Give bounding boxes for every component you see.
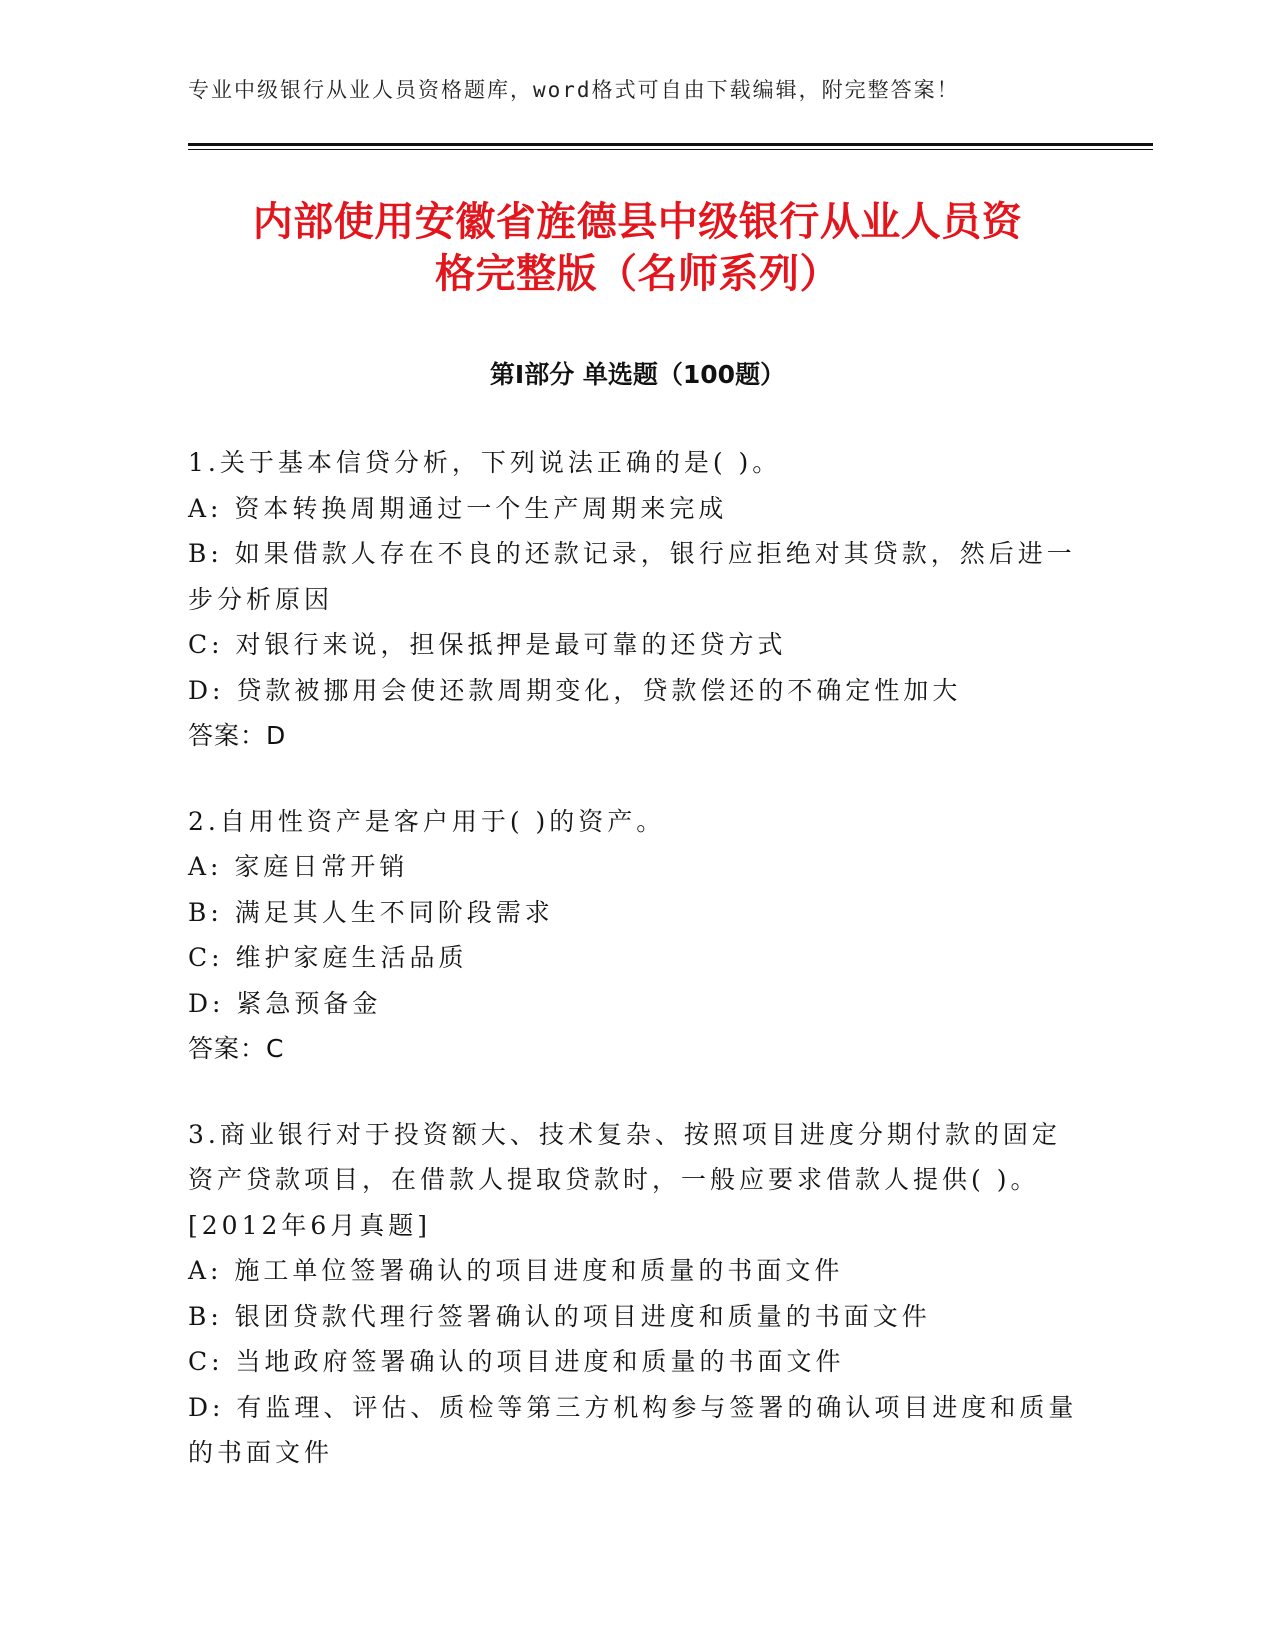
option-b: B: 满足其人生不同阶段需求 [188, 897, 554, 927]
question-stem: 1.关于基本信贷分析，下列说法正确的是( )。 [188, 448, 782, 477]
option-d: D: 贷款被挪用会使还款周期变化，贷款偿还的不确定性加大 [188, 675, 962, 705]
header-note: 专业中级银行从业人员资格题库，word格式可自由下载编辑，附完整答案！ [188, 78, 960, 102]
option-b-continued: 步分析原因 [188, 584, 334, 614]
option-c: C: 当地政府签署确认的项目进度和质量的书面文件 [188, 1347, 845, 1376]
option-c: C: 对银行来说，担保抵押是最可靠的还贷方式 [188, 630, 787, 659]
question-stem-line-2: 资产贷款项目，在借款人提取贷款时，一般应要求借款人提供( )。 [188, 1165, 1040, 1194]
question-source: [2012年6月真题] [188, 1210, 432, 1240]
header-rule-thin [188, 149, 1153, 150]
option-d: D: 有监理、评估、质检等第三方机构参与签署的确认项目进度和质量 [188, 1392, 1078, 1422]
document-title [170, 196, 1105, 300]
section-title: 第Ⅰ部分 单选题（100题） [489, 360, 786, 389]
option-a: A: 施工单位签署确认的项目进度和质量的书面文件 [188, 1256, 844, 1285]
header-rule-thick [188, 143, 1153, 146]
option-a: A: 资本转换周期通过一个生产周期来完成 [188, 493, 728, 523]
document-title-line-2: 格完整版（名师系列） [435, 251, 840, 297]
option-d: D: 紧急预备金 [188, 988, 382, 1018]
option-b: B: 银团贷款代理行签署确认的项目进度和质量的书面文件 [188, 1301, 931, 1331]
document-title-line-1: 内部使用安徽省旌德县中级银行从业人员资 [252, 199, 1023, 245]
question-3 [188, 1112, 1078, 1476]
answer: 答案：C [188, 1034, 285, 1063]
option-c: C: 维护家庭生活品质 [188, 943, 468, 972]
question-2 [188, 799, 1078, 1072]
option-b: B: 如果借款人存在不良的还款记录，银行应拒绝对其贷款，然后进一 [188, 539, 1076, 568]
option-d-continued: 的书面文件 [188, 1438, 334, 1467]
question-1 [188, 440, 1078, 759]
option-a: A: 家庭日常开销 [188, 852, 409, 881]
question-stem: 2.自用性资产是客户用于( )的资产。 [188, 806, 666, 836]
answer: 答案：D [188, 721, 287, 750]
question-list [188, 440, 1078, 1516]
question-stem-line-1: 3.商业银行对于投资额大、技术复杂、按照项目进度分期付款的固定 [188, 1119, 1061, 1149]
